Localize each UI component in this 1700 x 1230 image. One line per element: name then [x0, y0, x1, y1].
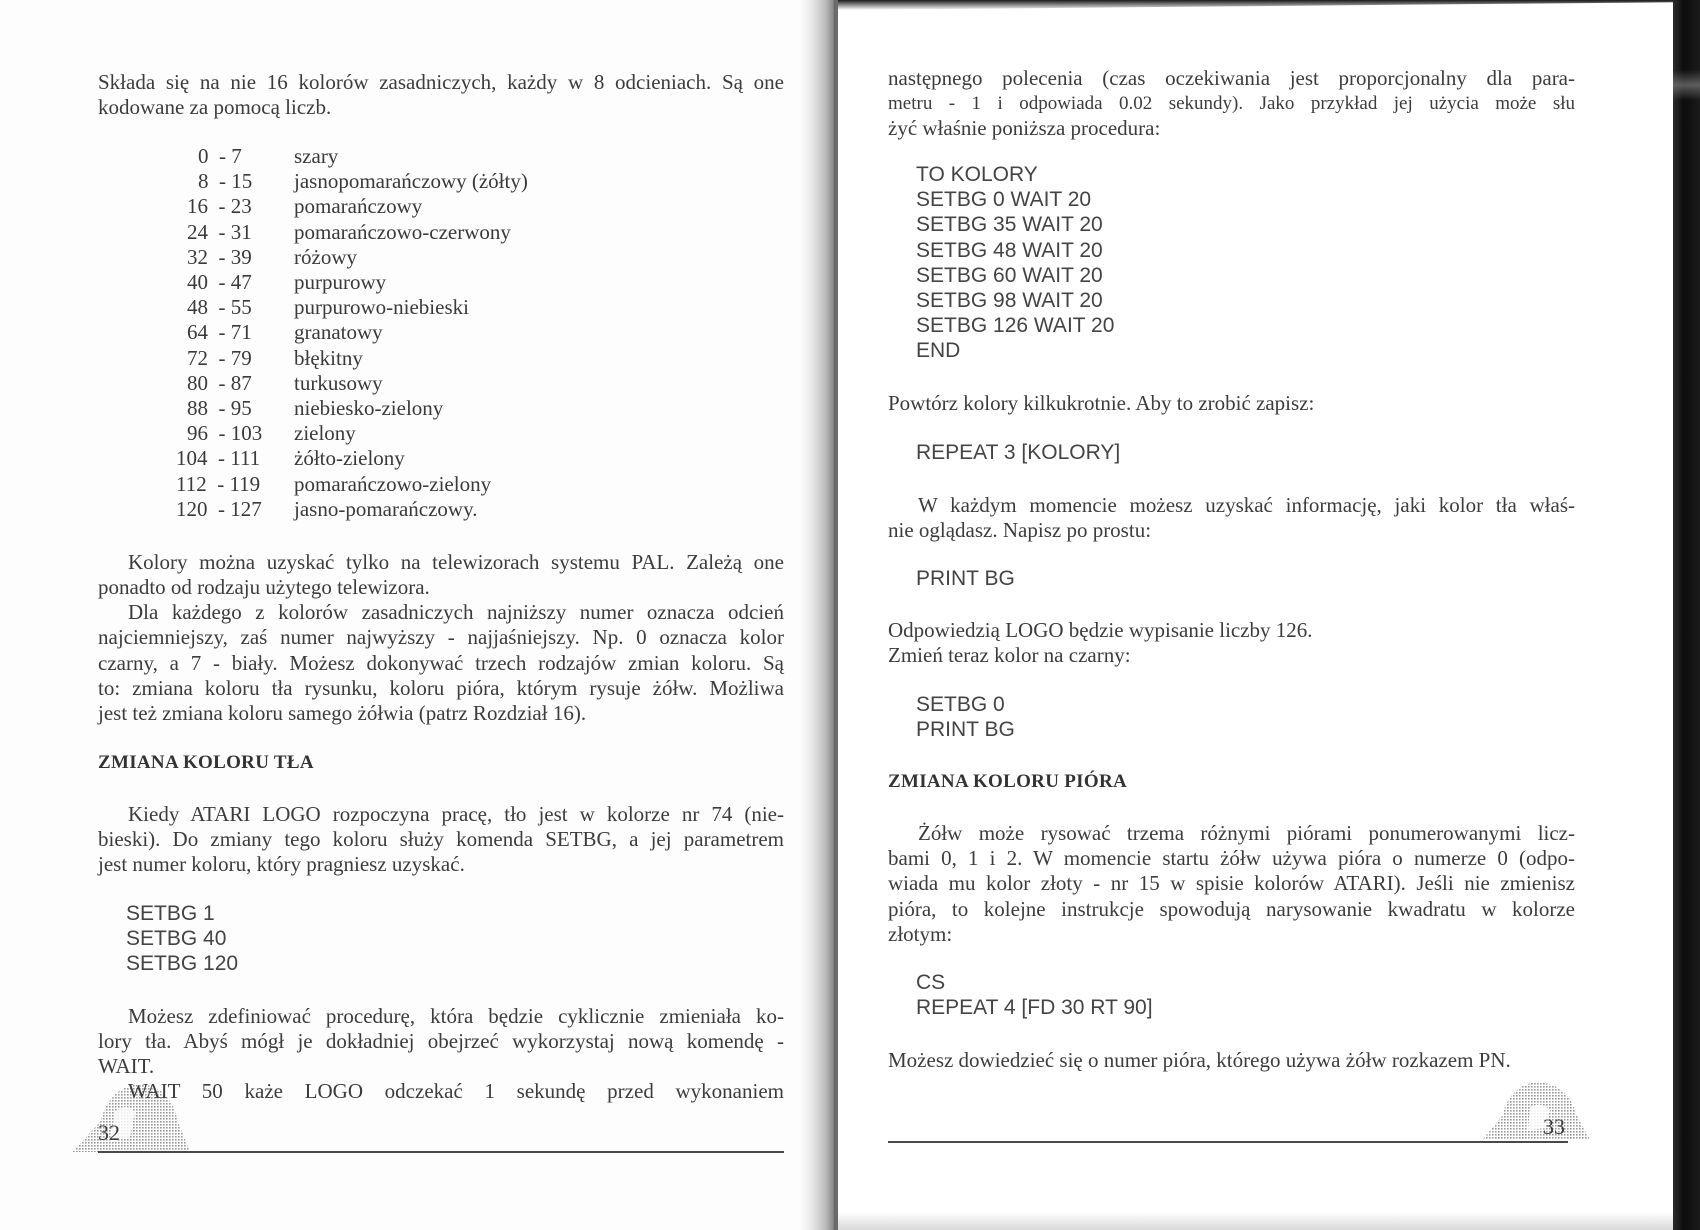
color-name: turkusowy: [294, 370, 383, 395]
page-number-left: 32: [98, 1120, 120, 1145]
color-name: pomarańczowo-zielony: [294, 471, 492, 496]
color-name: jasnopomarańczowy (żółty): [294, 169, 528, 194]
code-setbg-35-wait: SETBG 35 WAIT 20: [916, 213, 1103, 236]
code-setbg-120: SETBG 120: [126, 952, 239, 975]
color-range: 0 - 7: [198, 144, 242, 168]
right-para1-line-2: metru - 1 i odpowiada 0.02 sekundy). Jako przykład jej użycia może słu: [888, 93, 1575, 114]
code-setbg-48-wait: SETBG 48 WAIT 20: [916, 239, 1103, 262]
color-name: różowy: [294, 244, 357, 269]
color-name: purpurowo-niebieski: [294, 295, 469, 320]
code-setbg-0-wait: SETBG 0 WAIT 20: [916, 188, 1092, 211]
code-setbg-0: SETBG 0: [916, 693, 1005, 716]
color-name: błękitny: [294, 345, 363, 370]
left-intro-line-2: kodowane za pomocą liczb.: [98, 95, 332, 119]
color-name: niebiesko-zielony: [294, 396, 444, 420]
color-name: zielony: [294, 421, 356, 446]
left-para4-line-2: lory tła. Abyś mógł je dokładniej obejrzeć wykorzystaj nową komendę -: [98, 1029, 784, 1053]
left-para4-line-3: WAIT.: [98, 1054, 155, 1078]
code-cs: CS: [916, 971, 946, 994]
color-range: 16 - 23: [187, 194, 252, 219]
color-name: jasno-pomarańczowy.: [294, 496, 478, 521]
code-end: END: [916, 339, 961, 362]
color-range: 104 - 111: [176, 446, 261, 471]
color-range: 112 - 119: [176, 471, 261, 496]
right-para1-line-1: następnego polecenia (czas oczekiwania jest proporcjonalny dla para-: [888, 66, 1575, 90]
left-intro-line-1: Składa się na nie 16 kolorów zasadniczych, każdy w 8 odcieniach. Są one: [98, 70, 784, 94]
left-para2-line-3: czarny, a 7 - biały. Możesz dokonywać trzech rodzajów zmian koloru. Są: [98, 651, 784, 675]
left-para2-line-4: to: zmiana koloru tła rysunku, koloru pióra, którym rysuje żółw. Możliwa: [98, 676, 784, 700]
code-setbg-126-wait: SETBG 126 WAIT 20: [916, 314, 1115, 337]
color-range: 8 - 15: [198, 169, 253, 194]
left-para5-line-1: WAIT 50 każe LOGO odczekać 1 sekundę przed wykonaniem: [128, 1079, 784, 1103]
color-range: 120 - 127: [176, 496, 262, 521]
color-range: 48 - 55: [187, 295, 252, 320]
section-heading-background-color: ZMIANA KOLORU TŁA: [98, 752, 314, 773]
right-para5-line-4: pióra, to kolejne instrukcje spowodują narysowanie kwadratu w kolorze: [888, 897, 1575, 921]
left-para3-line-3: jest numer koloru, który pragniesz uzyskać.: [98, 852, 465, 876]
right-edge-dark-band: [1673, 0, 1700, 1230]
right-para5-line-1: Żółw może rysować trzema różnymi piórami ponumerowanymi licz-: [918, 821, 1575, 845]
section-heading-pen-color: ZMIANA KOLORU PIÓRA: [888, 771, 1127, 792]
color-range: 72 - 79: [187, 345, 252, 370]
left-para1-line-1: Kolory można uzyskać tylko na telewizorach systemu PAL. Zależą one: [128, 550, 784, 574]
color-name: szary: [294, 144, 339, 168]
footer-rule-right: [888, 1141, 1568, 1143]
left-para2-line-2: najciemniejszy, zaś numer najwyższy - najjaśniejszy. Np. 0 oznacza kolor: [98, 625, 784, 649]
right-para5-line-2: bami 0, 1 i 2. W momencie startu żółw używa pióra o numerze 0 (odpo-: [888, 846, 1575, 870]
right-para5-line-5: złotym:: [888, 922, 953, 946]
color-name: purpurowy: [294, 270, 387, 294]
left-para1-line-2: ponadto od rodzaju użytego telewizora.: [98, 575, 430, 599]
left-para4-line-1: Możesz zdefiniować procedurę, która będzie cyklicznie zmieniała ko-: [128, 1004, 784, 1028]
right-para3-line-1: W każdym momencie możesz uzyskać informację, jaki kolor tła właś-: [918, 493, 1575, 517]
code-repeat-square: REPEAT 4 [FD 30 RT 90]: [916, 996, 1153, 1019]
code-repeat-kolory: REPEAT 3 [KOLORY]: [916, 441, 1121, 464]
right-para4-line-1: Odpowiedzią LOGO będzie wypisanie liczby 126.: [888, 618, 1313, 642]
code-setbg-98-wait: SETBG 98 WAIT 20: [916, 289, 1103, 312]
left-para3-line-1: Kiedy ATARI LOGO rozpoczyna pracę, tło jest w kolorze nr 74 (nie-: [128, 802, 784, 826]
turtle-dotted-logo-right: [1480, 1080, 1592, 1142]
color-range: 24 - 31: [187, 219, 252, 244]
code-setbg-40: SETBG 40: [126, 927, 227, 950]
color-range: 64 - 71: [187, 320, 252, 345]
color-name: żółto-zielony: [294, 446, 405, 471]
left-para2-line-1: Dla każdego z kolorów zasadniczych najniższy numer oznacza odcień: [128, 600, 784, 624]
color-range: 88 - 95: [187, 396, 252, 420]
book-gutter-shadow: [800, 0, 836, 1230]
left-para3-line-2: bieski). Do zmiany tego koloru służy komenda SETBG, a jej parametrem: [98, 827, 784, 851]
right-para2: Powtórz kolory kilkukrotnie. Aby to zrobić zapisz:: [888, 391, 1315, 415]
right-para4-line-2: Zmień teraz kolor na czarny:: [888, 643, 1131, 667]
code-to-kolory: TO KOLORY: [916, 163, 1038, 186]
color-range: 32 - 39: [187, 244, 252, 269]
code-setbg-1: SETBG 1: [126, 902, 215, 925]
right-para1-line-3: żyć właśnie poniższa procedura:: [888, 116, 1161, 140]
bottom-edge-shadow: [838, 1212, 1674, 1230]
right-edge-glare: [1673, 70, 1700, 100]
page-number-right: 33: [1543, 1114, 1565, 1139]
left-para2-line-5: jest też zmiana koloru samego żółwia (patrz Rozdział 16).: [98, 701, 587, 725]
right-para3-line-2: nie oglądasz. Napisz po prostu:: [888, 518, 1152, 542]
color-range: 96 - 103: [187, 421, 263, 446]
right-para6: Możesz dowiedzieć się o numer pióra, którego używa żółw rozkazem PN.: [888, 1048, 1511, 1072]
color-name: pomarańczowo-czerwony: [294, 219, 511, 244]
color-name: granatowy: [294, 320, 383, 345]
code-setbg-60-wait: SETBG 60 WAIT 20: [916, 264, 1103, 287]
code-print-bg: PRINT BG: [916, 567, 1015, 590]
color-name: pomarańczowy: [294, 194, 423, 219]
code-print-bg-2: PRINT BG: [916, 718, 1015, 741]
right-para5-line-3: wiada mu kolor złoty - nr 15 w spisie kolorów ATARI). Jeśli nie zmienisz: [888, 871, 1575, 895]
footer-rule-left: [98, 1151, 784, 1153]
color-range: 40 - 47: [187, 270, 252, 294]
color-range: 80 - 87: [187, 370, 252, 395]
